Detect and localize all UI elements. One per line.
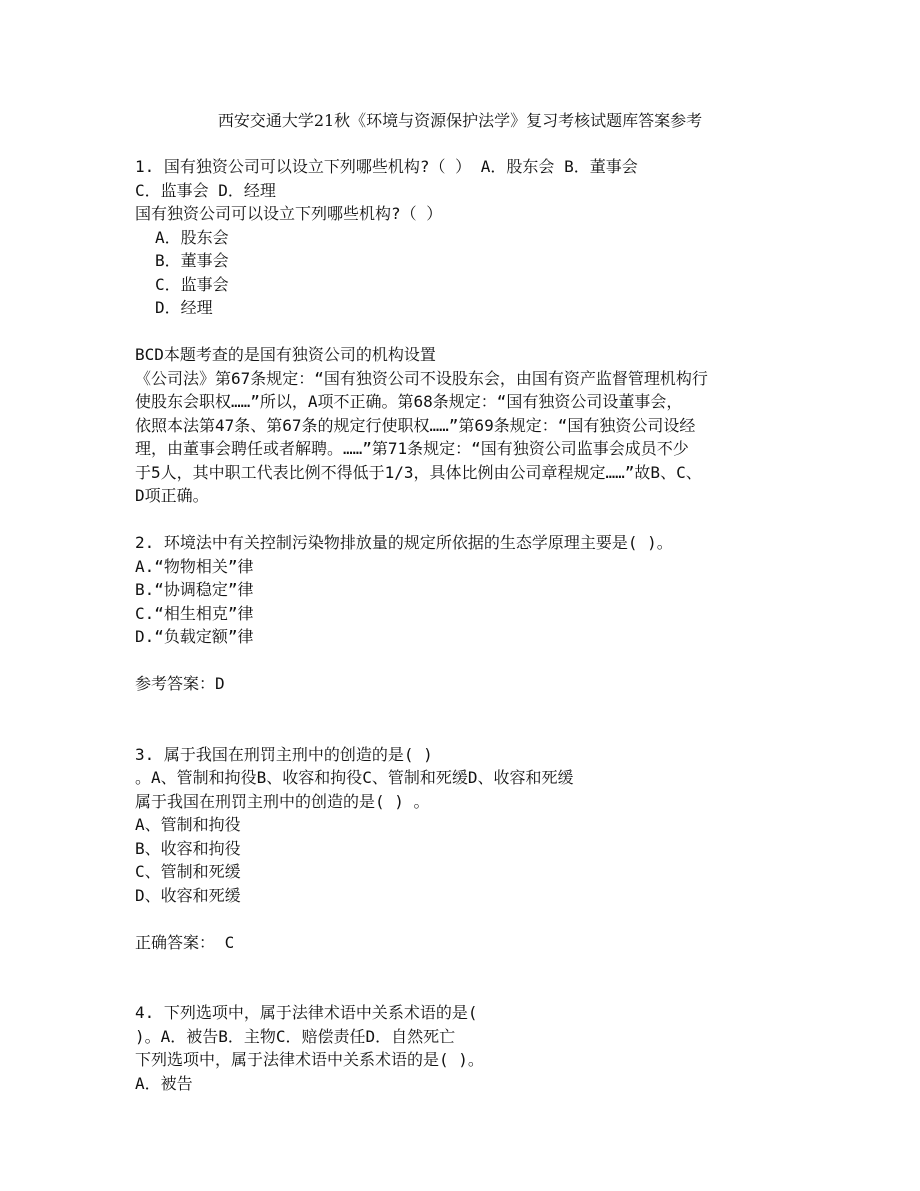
question-2-option-a: A.“物物相关”律 — [135, 556, 254, 576]
question-1-explanation-line: 依照本法第47条、第67条的规定行使职权……”第69条规定：“国有独资公司设经 — [135, 415, 696, 435]
question-1-stem: 1. 国有独资公司可以设立下列哪些机构?（ ） A．股东会 B．董事会 — [135, 157, 638, 176]
spacer — [135, 907, 795, 931]
question-4-option-a: A．被告 — [135, 1073, 193, 1093]
question-1-option-d: D．经理 — [155, 298, 213, 317]
question-2 — [135, 531, 795, 696]
question-3-option-b: B、收容和拘役 — [135, 838, 241, 858]
spacer — [135, 649, 795, 673]
question-2-stem: 2. 环境法中有关控制污染物排放量的规定所依据的生态学原理主要是( )。 — [135, 533, 673, 552]
question-3-stem: 3. 属于我国在刑罚主刑中的创造的是( ) — [135, 744, 433, 764]
question-2-option-c: C.“相生相克”律 — [135, 603, 254, 623]
question-1-option-a: A．股东会 — [155, 227, 229, 247]
spacer — [135, 954, 795, 1001]
question-1-explanation-line: 使股东会职权……”所以，A项不正确。第68条规定：“国有独资公司设董事会， — [135, 392, 683, 411]
question-3-repeat: 属于我国在刑罚主刑中的创造的是( ) 。 — [135, 791, 430, 811]
question-3-answer: 正确答案： C — [135, 932, 235, 952]
question-1-option-c: C．监事会 — [155, 274, 229, 294]
question-3 — [135, 743, 795, 955]
question-1-repeat: 国有独资公司可以设立下列哪些机构?（ ） — [135, 204, 443, 223]
spacer — [135, 508, 795, 532]
question-4-stem-cont: )。A．被告B．主物C．赔偿责任D．自然死亡 — [135, 1026, 456, 1046]
page-title: 西安交通大学21秋《环境与资源保护法学》复习考核试题库答案参考 — [217, 111, 703, 130]
question-2-option-d: D.“负载定额”律 — [135, 627, 254, 646]
question-2-answer: 参考答案：D — [135, 674, 225, 693]
question-3-option-c: C、管制和死缓 — [135, 862, 241, 881]
question-3-stem-cont: 。A、管制和拘役B、收容和拘役C、管制和死缓D、收容和死缓 — [135, 768, 574, 787]
spacer — [135, 320, 795, 344]
question-4-repeat: 下列选项中，属于法律术语中关系术语的是( )。 — [135, 1050, 484, 1069]
question-2-option-b: B.“协调稳定”律 — [135, 580, 254, 599]
spacer — [135, 696, 795, 743]
question-1-explanation-line: D项正确。 — [135, 486, 209, 505]
question-1-explanation-line: 理，由董事会聘任或者解聘。……”第71条规定：“国有独资公司监事会成员不少 — [135, 439, 689, 458]
question-4 — [135, 1001, 795, 1095]
question-1 — [135, 155, 795, 508]
question-1-option-b: B．董事会 — [155, 251, 229, 270]
question-1-explanation-line: 于5人，其中职工代表比例不得低于1/3，具体比例由公司章程规定……”故B、C、 — [135, 462, 702, 482]
question-3-option-d: D、收容和死缓 — [135, 885, 241, 905]
question-3-option-a: A、管制和拘役 — [135, 815, 241, 834]
question-1-answer: BCD本题考查的是国有独资公司的机构设置 — [135, 345, 436, 364]
question-list — [135, 155, 795, 1095]
question-4-stem: 4. 下列选项中，属于法律术语中关系术语的是( — [135, 1003, 478, 1022]
question-1-stem-cont: C．监事会 D．经理 — [135, 180, 276, 200]
question-1-explanation-line: 《公司法》第67条规定：“国有独资公司不设股东会，由国有资产监督管理机构行 — [135, 368, 708, 388]
